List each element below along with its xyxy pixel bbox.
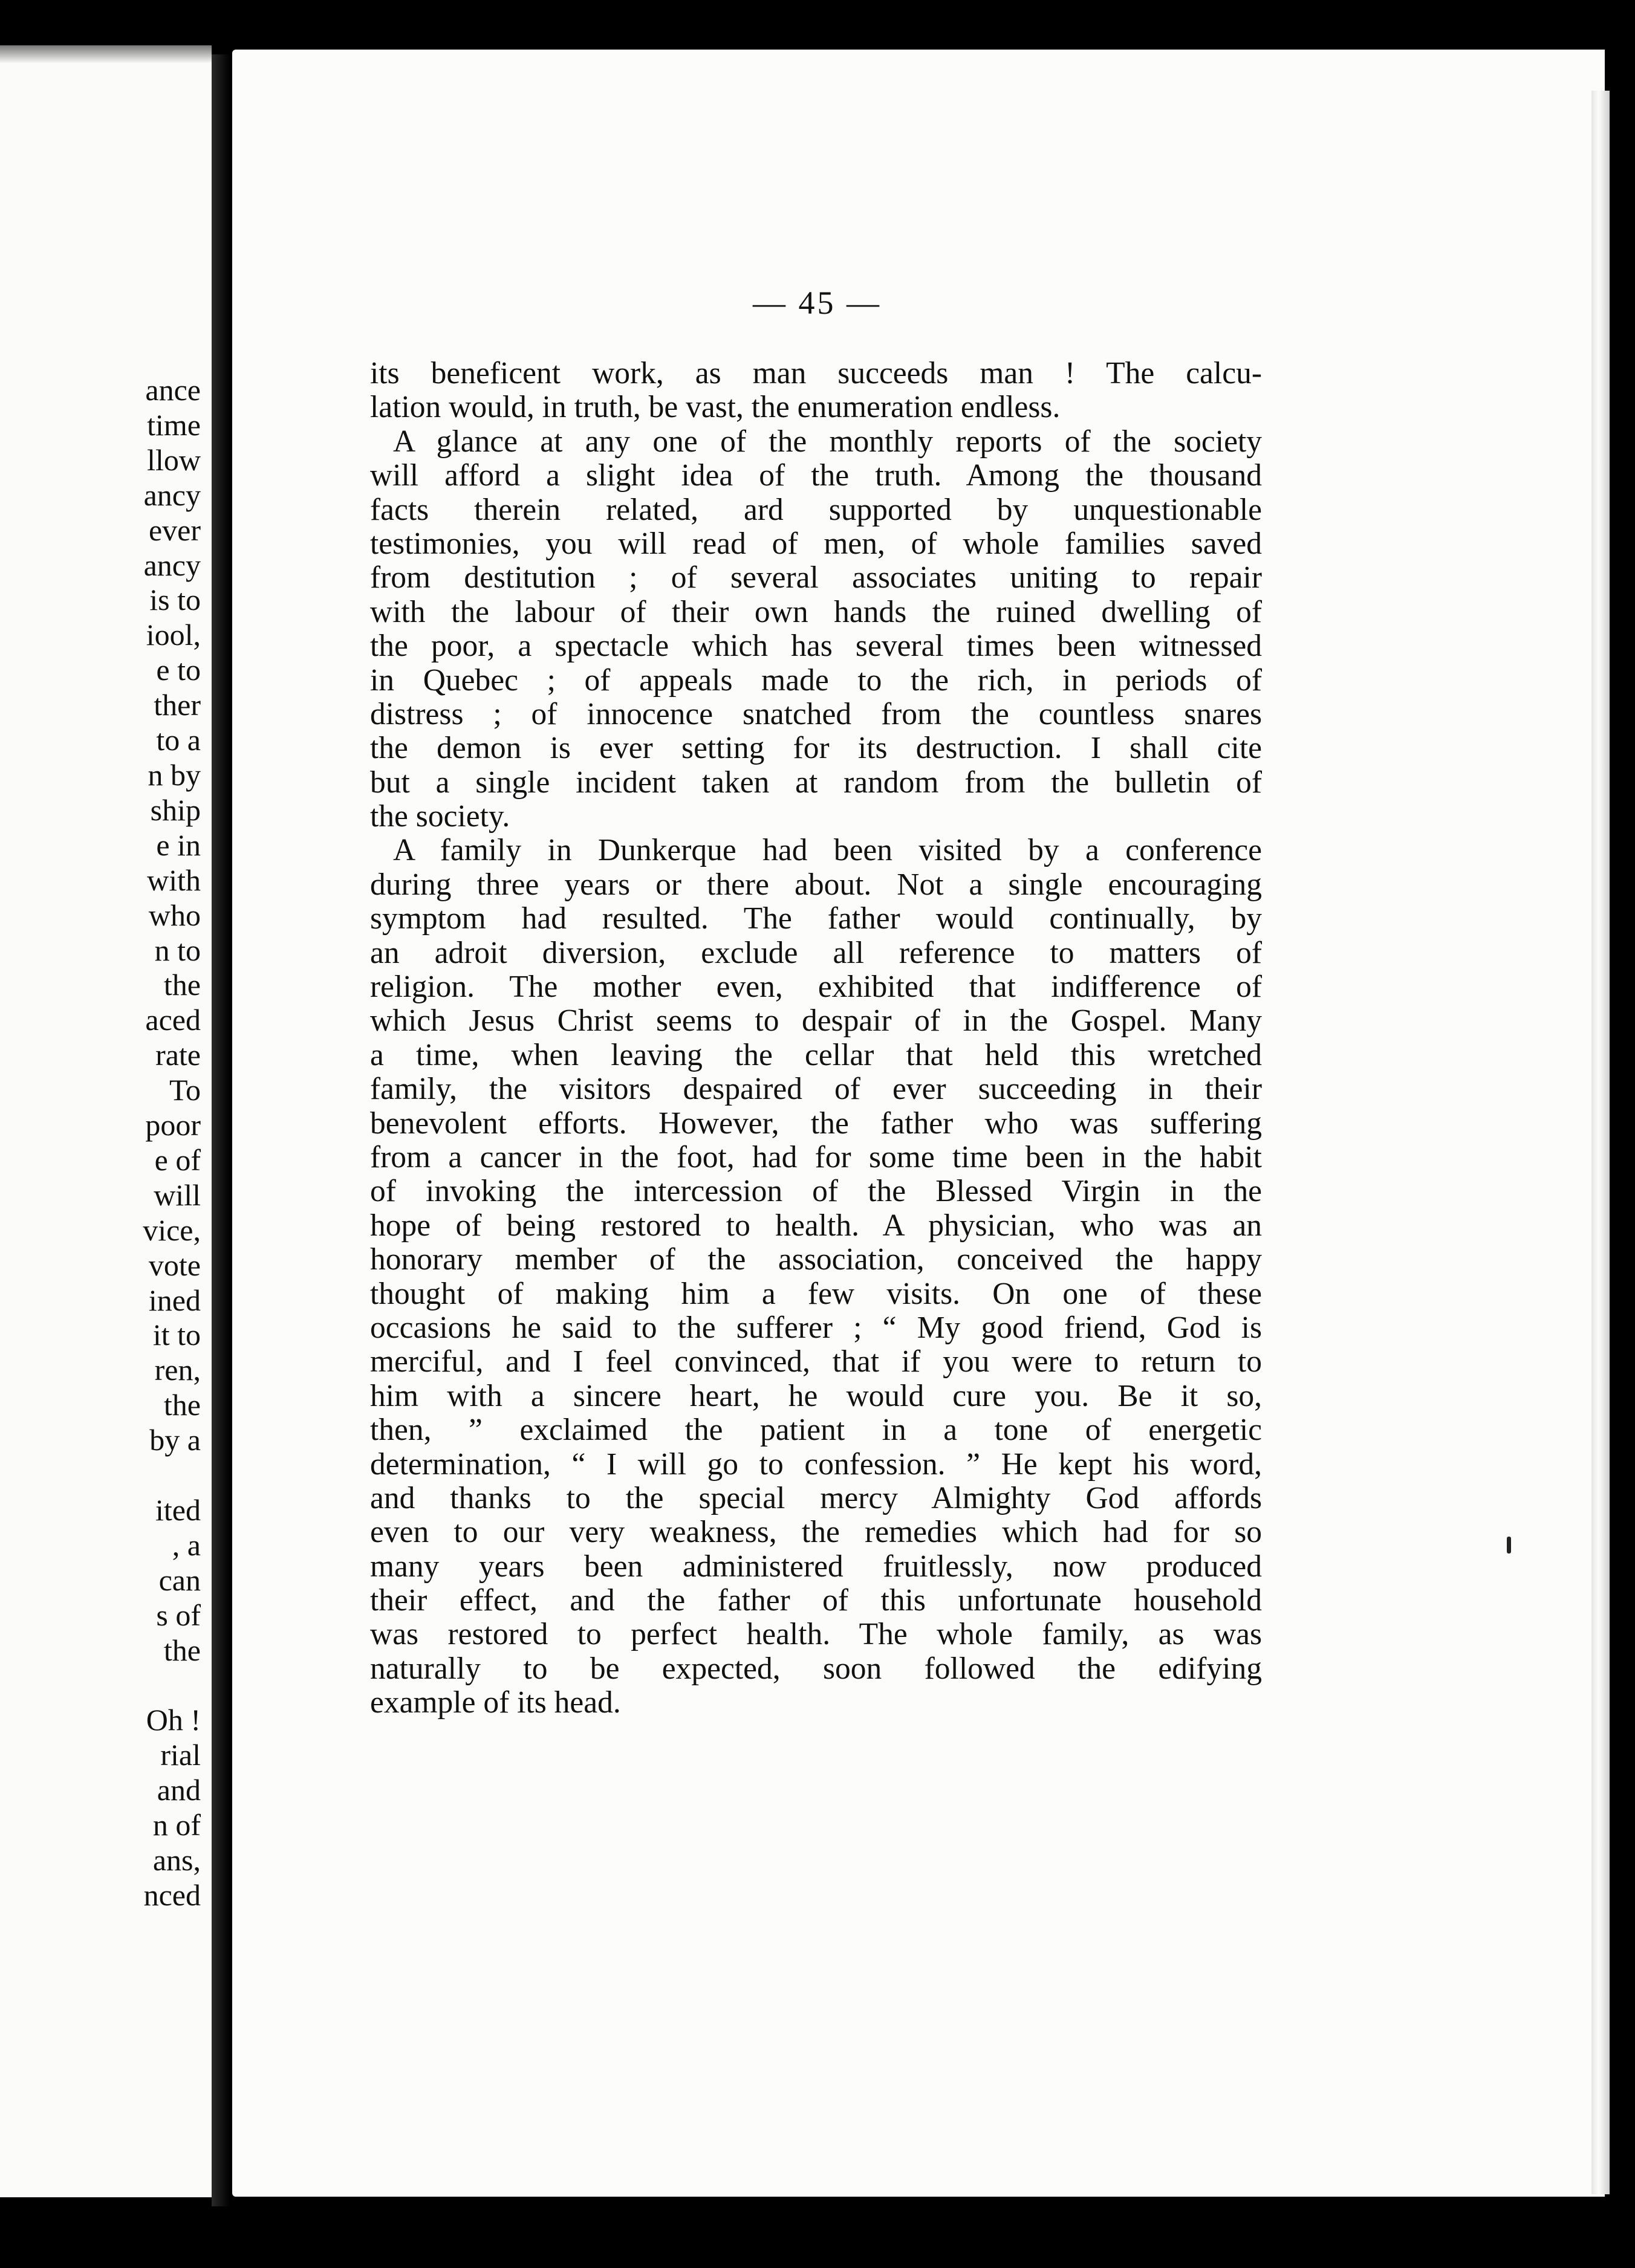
text-line: the demon is ever setting for its destruction. I shall cite	[370, 731, 1262, 766]
previous-page-line: is to	[149, 583, 201, 617]
previous-page-line: rial	[160, 1738, 201, 1772]
text-line: example of its head.	[370, 1685, 621, 1720]
body-text	[370, 357, 1262, 1720]
text-line: facts therein related, ard supported by unquestionable	[370, 492, 1262, 527]
previous-page-line: ren,	[154, 1353, 201, 1387]
previous-page-line: poor	[145, 1108, 201, 1142]
previous-page-line: n to	[154, 933, 201, 967]
previous-page-line: n of	[152, 1808, 201, 1842]
text-line: religion. The mother even, exhibited that indifference of	[370, 970, 1262, 1005]
previous-page-line: the	[163, 1633, 201, 1667]
text-line: which Jesus Christ seems to despair of in the Gospel. Many	[370, 1003, 1262, 1038]
previous-page-line: n by	[148, 757, 201, 792]
text-line: thought of making him a few visits. On one of these	[370, 1276, 1262, 1311]
text-line: naturally to be expected, soon followed the edifying	[370, 1651, 1262, 1686]
previous-page-line: rate	[155, 1038, 201, 1072]
text-line: its beneficent work, as man succeeds man ! The calcu-	[370, 356, 1262, 390]
previous-page-line: e in	[156, 828, 201, 862]
text-line: from destitution ; of several associates uniting to repair	[370, 560, 1262, 595]
ink-mark	[1507, 1537, 1511, 1554]
previous-page-fragment	[0, 45, 212, 2197]
text-line: was restored to perfect health. The whole family, as was	[370, 1617, 1262, 1652]
previous-page-line: can	[158, 1563, 201, 1597]
previous-page-line: will	[154, 1178, 201, 1212]
text-line: their effect, and the father of this unfortunate household	[370, 1583, 1262, 1618]
text-line: lation would, in truth, be vast, the enumeration endless.	[370, 390, 1061, 425]
book-gutter	[212, 54, 230, 2206]
previous-page-line: aced	[145, 1003, 201, 1037]
page-number: — 45 —	[753, 285, 882, 321]
text-line: in Quebec ; of appeals made to the rich, in periods of	[370, 663, 1262, 698]
text-line: the society.	[370, 799, 510, 834]
text-line: the poor, a spectacle which has several times been witnessed	[370, 629, 1262, 664]
text-line: from a cancer in the foot, had for some time been in the habit	[370, 1139, 1262, 1174]
text-line: but a single incident taken at random from the bulletin of	[370, 765, 1262, 800]
text-line: and thanks to the special mercy Almighty God affords	[370, 1480, 1262, 1515]
previous-page-line: nced	[143, 1878, 201, 1912]
text-line: distress ; of innocence snatched from the countless snares	[370, 696, 1262, 731]
text-line: during three years or there about. Not a single encouraging	[370, 867, 1262, 902]
previous-page-line: To	[169, 1073, 201, 1107]
text-line: determination, “ I will go to confession. ” He kept his word,	[370, 1447, 1262, 1482]
previous-page-line: ans,	[152, 1843, 201, 1878]
previous-page-line: vote	[148, 1248, 201, 1282]
previous-page-line: time	[147, 407, 201, 442]
previous-page-line	[19, 1458, 201, 1493]
text-line: merciful, and I feel convinced, that if you were to return to	[370, 1344, 1262, 1379]
previous-page-line: to a	[156, 723, 201, 757]
previous-page-line	[19, 1668, 201, 1703]
text-line: a time, when leaving the cellar that held this wretched	[370, 1037, 1262, 1072]
previous-page-line: it to	[152, 1318, 201, 1352]
text-line: symptom had resulted. The father would continually, by	[370, 901, 1262, 936]
previous-page-line: ever	[148, 513, 201, 547]
previous-page-line: by a	[149, 1423, 201, 1457]
previous-page-line: ancy	[143, 548, 201, 582]
previous-page-text	[19, 373, 201, 1913]
previous-page-line: ther	[154, 688, 201, 722]
previous-page-line: and	[157, 1773, 201, 1807]
text-line: then, ” exclaimed the patient in a tone of energetic	[370, 1413, 1262, 1448]
text-line: many years been administered fruitlessly, now produced	[370, 1549, 1262, 1584]
previous-page-line: e of	[154, 1142, 201, 1177]
previous-page-line: e to	[156, 653, 201, 687]
text-line: will afford a slight idea of the truth. Among the thousand	[370, 458, 1262, 493]
text-line: him with a sincere heart, he would cure you. Be it so,	[370, 1378, 1262, 1413]
text-line: A glance at any one of the monthly reports of the society	[393, 424, 1262, 459]
previous-page-line: ship	[150, 792, 201, 827]
text-line: testimonies, you will read of men, of whole families saved	[370, 526, 1262, 561]
text-line: of invoking the intercession of the Blessed Virgin in the	[370, 1174, 1262, 1209]
previous-page-line: with	[147, 863, 201, 897]
previous-page-line: s of	[156, 1598, 201, 1632]
text-line: A family in Dunkerque had been visited by a conference	[393, 833, 1262, 868]
previous-page-line: iool,	[146, 618, 201, 652]
previous-page-line: ined	[148, 1283, 201, 1317]
previous-page-line: who	[148, 898, 201, 932]
text-line: honorary member of the association, conceived the happy	[370, 1242, 1262, 1277]
text-line: even to our very weakness, the remedies which had for so	[370, 1515, 1262, 1550]
text-line: with the labour of their own hands the ruined dwelling of	[370, 594, 1262, 629]
previous-page-line: ancy	[143, 478, 201, 512]
text-line: family, the visitors despaired of ever succeeding in their	[370, 1072, 1262, 1107]
previous-page-line: the	[163, 968, 201, 1002]
text-line: an adroit diversion, exclude all reference to matters of	[370, 935, 1262, 970]
previous-page-line: ance	[145, 373, 201, 407]
previous-page-line: vice,	[143, 1213, 201, 1247]
previous-page-line: llow	[147, 442, 201, 477]
page-edge-shadow	[1591, 91, 1610, 2194]
text-line: hope of being restored to health. A physician, who was an	[370, 1208, 1262, 1243]
previous-page-line: the	[163, 1388, 201, 1422]
text-line: occasions he said to the sufferer ; “ My good friend, God is	[370, 1310, 1262, 1345]
previous-page-line: ited	[155, 1492, 201, 1527]
previous-page-line: , a	[172, 1528, 201, 1562]
previous-page-line: Oh !	[146, 1703, 201, 1737]
text-line: benevolent efforts. However, the father who was suffering	[370, 1106, 1262, 1141]
